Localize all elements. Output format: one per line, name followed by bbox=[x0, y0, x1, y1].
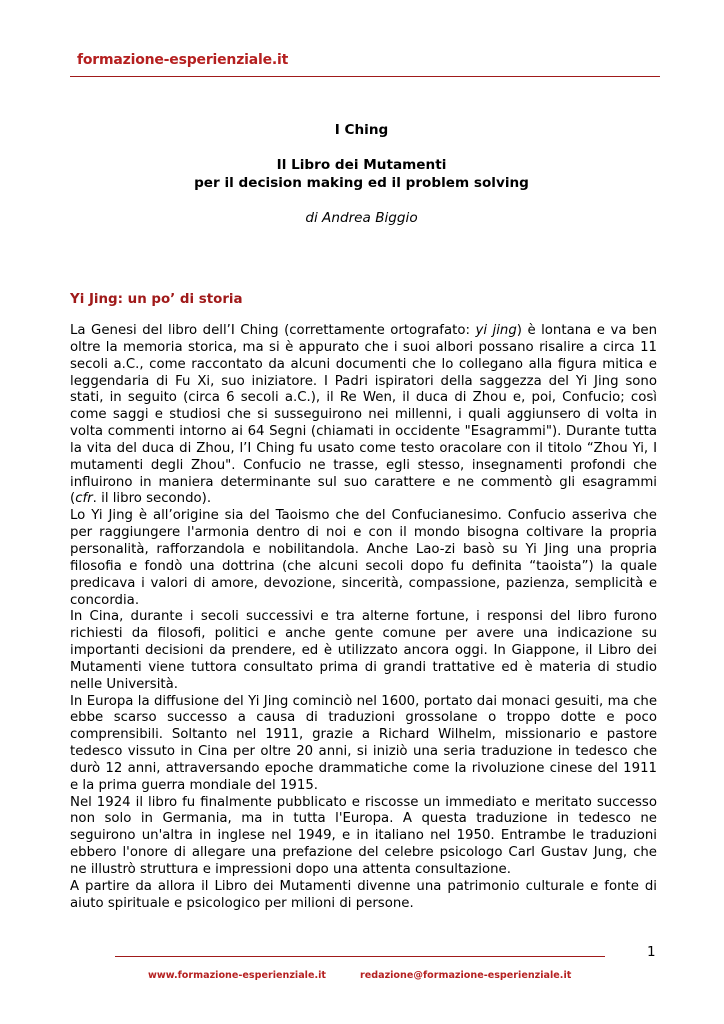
footer-divider bbox=[115, 956, 605, 957]
page-number: 1 bbox=[647, 944, 656, 960]
paragraph-2: Lo Yi Jing è all’origine sia del Taoismo che del Confucianesimo. Confucio asseriva che per raggiungere l'armonia dentro di noi e con il mondo bisogna coltivare la propria personalità, rafforzandola e nobilitandola. Anche Lao-zi basò su Yi Jing una propria filosofia e fondò una dottrina (che alcuni secoli dopo fu definita “taoista”) la quale predicava i valori di amore, devozione, sincerità, compassione, pazienza, semplicità e concordia. bbox=[70, 508, 657, 608]
paragraph-1-italic: yi jing bbox=[475, 323, 517, 338]
footer-website-link[interactable]: www.formazione-esperienziale.it bbox=[148, 970, 326, 981]
paragraph-1-part-c: . il libro secondo). bbox=[92, 491, 212, 507]
paragraph-3: In Cina, durante i secoli successivi e tra alterne fortune, i responsi del libro furono richiesti da filosofi, politici e anche gente comune per avere una indicazione su importanti decisioni da prendere, ed è utilizzato ancora oggi. In Giappone, il Libro dei Mutamenti viene tuttora consultato prima di grandi trattative ed è materia di studio nelle Università. bbox=[70, 609, 657, 692]
footer-email-link[interactable]: redazione@formazione-esperienziale.it bbox=[359, 970, 572, 981]
document-subtitle-line2: per il decision making ed il problem solving bbox=[194, 175, 529, 191]
paragraph-1-part-b: ) è lontana e va ben oltre la memoria storica, ma si è appurato che i suoi albori possano risalire a circa 11 secoli a.C., come raccontato da alcuni documenti che lo collegano alla figura mitica e leggendaria di Fu Xi, suo iniziatore. I Padri ispiratori della saggezza del Yi Jing sono stati, in seguito (circa 6 secoli a.C.), il Re Wen, il duca di Zhou e, poi, Confucio; così come saggi e studiosi che si susseguirono nei millenni, i quali aggiunsero di volta in volta commenti intorno ai 64 Segni (chiamati in occidente "Esagrammi"). Durante tutta la vita del duca di Zhou, l’I Ching fu usato come testo oracolare con il titolo “Zhou Yi, I mutamenti degli Zhou". Confucio ne trasse, egli stesso, insegnamenti profondi che influirono in maniera determinante sul suo carattere e ne commentò gli esagrammi ( bbox=[70, 323, 657, 507]
paragraph-6: A partire da allora il Libro dei Mutamenti divenne una patrimonio culturale e fonte di aiuto spirituale e psicologico per milioni di persone. bbox=[70, 878, 657, 911]
paragraph-4: In Europa la diffusione del Yi Jing cominciò nel 1600, portato dai monaci gesuiti, ma che ebbe scarso successo a causa di traduzioni grossolane o troppo dotte e poco comprensibili. Soltanto nel 1911, grazie a Richard Wilhelm, missionario e pastore tedesco vissuto in Cina per oltre 20 anni, si iniziò una seria traduzione in tedesco che durò 12 anni, attraversando epoche drammatiche come la rivoluzione cinese del 1911 e la prima guerra mondiale del 1915. bbox=[70, 693, 657, 793]
paragraph-1-part-a: La Genesi del libro dell’I Ching (correttamente ortografato: bbox=[70, 323, 476, 338]
header-logo: formazione-esperienziale.it bbox=[77, 52, 289, 68]
header-divider bbox=[70, 76, 660, 77]
footer-links bbox=[148, 970, 571, 981]
paragraph-1-italic-cfr: cfr bbox=[75, 491, 93, 507]
paragraph-1 bbox=[70, 323, 657, 508]
section-heading: Yi Jing: un po’ di storia bbox=[70, 292, 243, 307]
paragraph-5: Nel 1924 il libro fu finalmente pubblicato e riscosse un immediato e meritato successo non solo in Germania, ma in tutta l'Europa. A questa traduzione in tedesco ne seguirono un'altra in inglese nel 1949, e in italiano nel 1950. Entrambe le traduzioni ebbero l'onore di allegare una prefazione del celebre psicologo Carl Gustav Jung, che ne illustrò struttura e impressioni dopo una attenta consultazione. bbox=[70, 794, 657, 877]
document-subtitle-line1: Il Libro dei Mutamenti bbox=[276, 157, 447, 173]
document-title: I Ching bbox=[334, 122, 389, 138]
body-text bbox=[70, 323, 657, 913]
document-author: di Andrea Biggio bbox=[305, 210, 418, 226]
title-block bbox=[70, 121, 653, 227]
